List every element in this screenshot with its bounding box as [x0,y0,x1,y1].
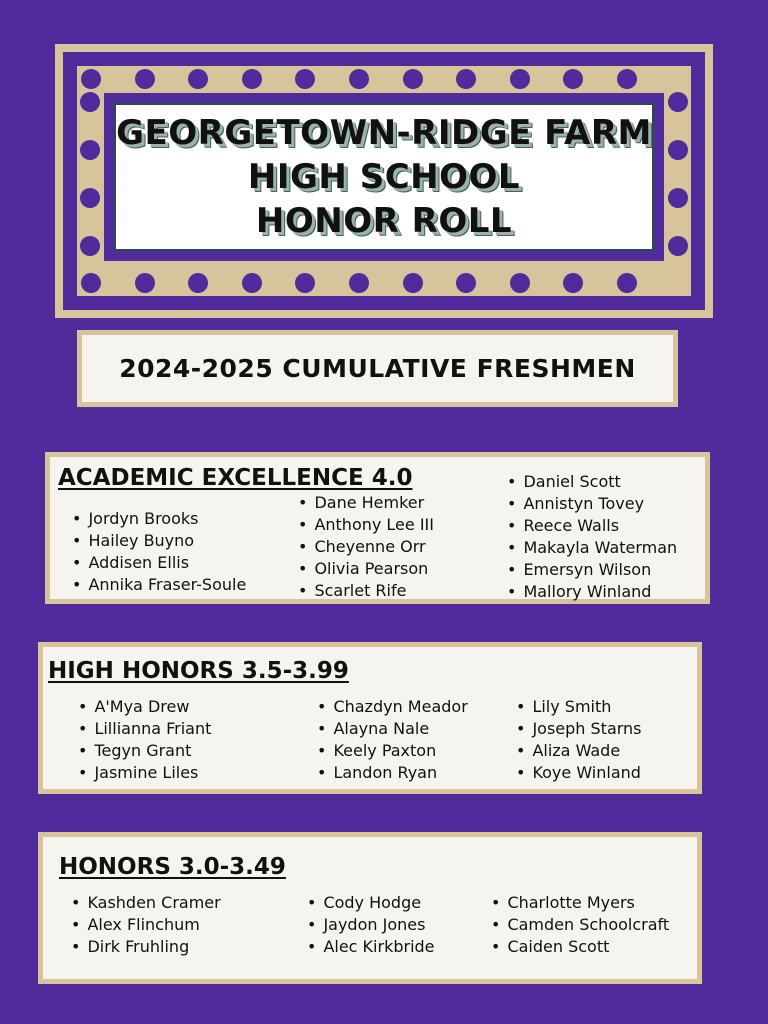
marquee-dot [295,69,315,89]
honors-col2 [307,892,435,958]
marquee-dot [81,69,101,89]
academic-excellence-title: ACADEMIC EXCELLENCE 4.0 [58,465,413,491]
student-name: • Joseph Starns [516,718,642,740]
marquee-dot [668,92,688,112]
marquee-dot [563,273,583,293]
student-name: • Charlotte Myers [491,892,669,914]
high-honors-col3 [516,696,642,784]
student-name: • Caiden Scott [491,936,669,958]
student-name: • Annistyn Tovey [507,493,677,515]
student-name: • Landon Ryan [317,762,468,784]
student-name: • Chazdyn Meador [317,696,468,718]
subtitle-box [77,330,678,407]
student-name: • Lily Smith [516,696,642,718]
marquee-dot [188,69,208,89]
marquee-dot [349,273,369,293]
marquee-dot [456,273,476,293]
student-name: • Mallory Winland [507,581,677,603]
academic-excellence-col3 [507,471,677,603]
student-name: • Jasmine Liles [78,762,211,784]
school-type: HIGH SCHOOL [247,157,521,197]
subtitle: 2024-2025 CUMULATIVE FRESHMEN [119,354,636,383]
high-honors-section [38,642,702,794]
banner-inner-border [104,93,664,261]
student-name: • Cheyenne Orr [298,536,434,558]
marquee-dot [617,273,637,293]
high-honors-title: HIGH HONORS 3.5-3.99 [48,658,349,684]
student-name: • Camden Schoolcraft [491,914,669,936]
marquee-dot [668,236,688,256]
academic-excellence-col2 [298,492,434,602]
academic-excellence-section [45,452,710,604]
student-name: • Anthony Lee III [298,514,434,536]
student-name: • Addisen Ellis [72,552,246,574]
marquee-dot [510,69,530,89]
student-name: • A'Mya Drew [78,696,211,718]
student-name: • Aliza Wade [516,740,642,762]
high-honors-col2 [317,696,468,784]
marquee-dot [510,273,530,293]
banner-title-panel [114,103,654,251]
student-name: • Alayna Nale [317,718,468,740]
title-banner [55,44,713,318]
student-name: • Dane Hemker [298,492,434,514]
honors-col1 [71,892,221,958]
honors-section [38,832,702,984]
marquee-dot [80,236,100,256]
student-name: • Keely Paxton [317,740,468,762]
marquee-dot [81,273,101,293]
student-name: • Reece Walls [507,515,677,537]
marquee-dot [668,188,688,208]
marquee-dot [617,69,637,89]
student-name: • Hailey Buyno [72,530,246,552]
student-name: • Alec Kirkbride [307,936,435,958]
student-name: • Makayla Waterman [507,537,677,559]
marquee-dot [188,273,208,293]
marquee-dot [135,273,155,293]
honors-col3 [491,892,669,958]
student-name: • Scarlet Rife [298,580,434,602]
marquee-dot [242,69,262,89]
marquee-dot [456,69,476,89]
student-name: • Jordyn Brooks [72,508,246,530]
marquee-dot [135,69,155,89]
marquee-dot [403,69,423,89]
marquee-dot [80,140,100,160]
student-name: • Alex Flinchum [71,914,221,936]
marquee-dot [80,188,100,208]
student-name: • Daniel Scott [507,471,677,493]
student-name: • Olivia Pearson [298,558,434,580]
marquee-dot [563,69,583,89]
student-name: • Kashden Cramer [71,892,221,914]
high-honors-col1 [78,696,211,784]
marquee-dot [80,92,100,112]
marquee-dot [403,273,423,293]
marquee-dot [668,140,688,160]
page-title: HONOR ROLL [255,201,513,241]
academic-excellence-col1 [72,508,246,596]
marquee-dot [295,273,315,293]
student-name: • Dirk Fruhling [71,936,221,958]
marquee-dot [242,273,262,293]
school-name: GEORGETOWN-RIDGE FARM [116,113,652,153]
marquee-dot [349,69,369,89]
student-name: • Jaydon Jones [307,914,435,936]
student-name: • Tegyn Grant [78,740,211,762]
student-name: • Cody Hodge [307,892,435,914]
student-name: • Lillianna Friant [78,718,211,740]
student-name: • Koye Winland [516,762,642,784]
honors-title: HONORS 3.0-3.49 [59,854,286,880]
student-name: • Emersyn Wilson [507,559,677,581]
student-name: • Annika Fraser-Soule [72,574,246,596]
